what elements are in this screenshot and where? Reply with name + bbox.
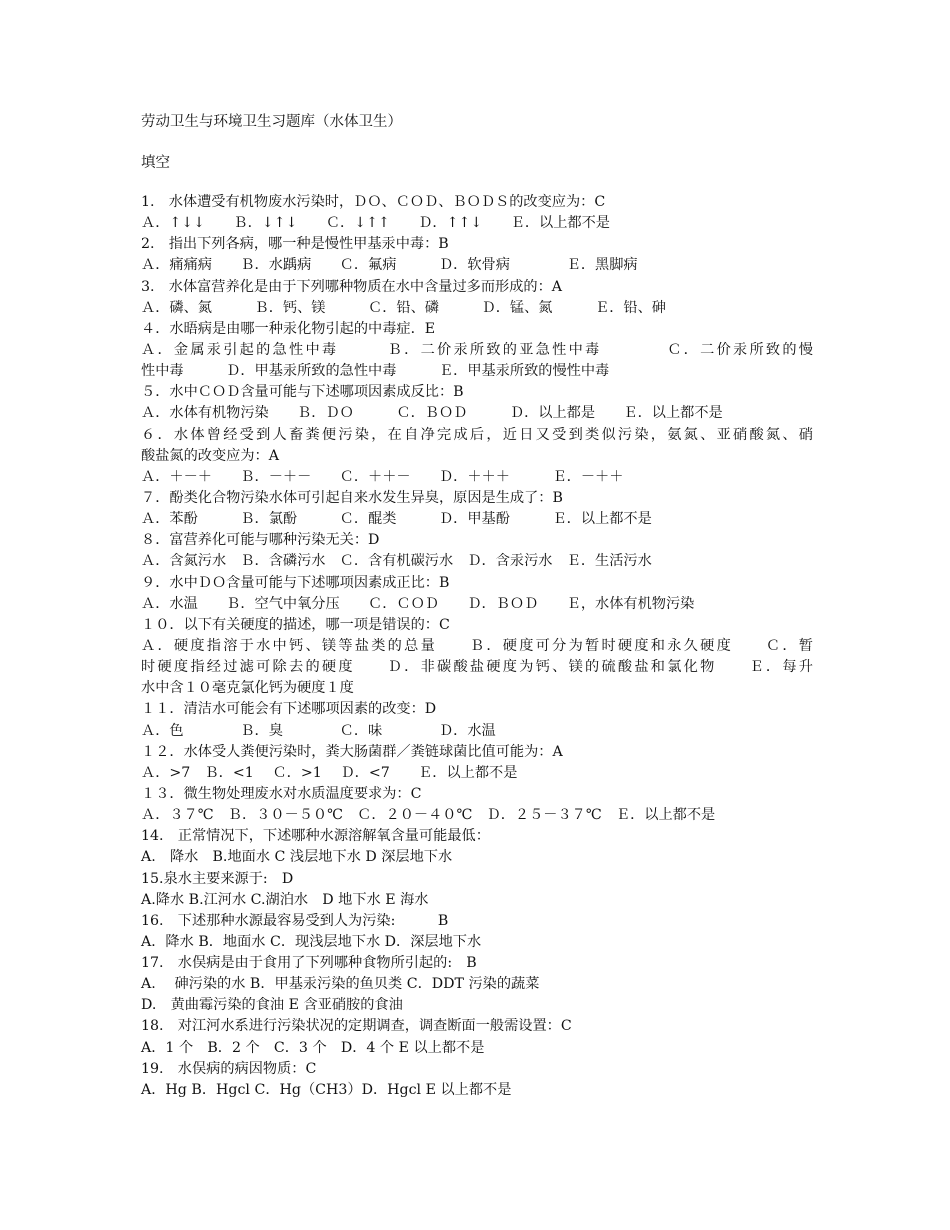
text-line: 酸盐氮的改变应为：A [141, 447, 279, 464]
text-line: 2. 指出下列各病，哪一种是慢性甲基汞中毒：B [141, 236, 449, 253]
text-line: Ａ．↑↓↓ Ｂ．↓↑↓ Ｃ．↓↑↑ Ｄ．↑↑↓ Ｅ．以上都不是 [141, 215, 610, 232]
text-line: 15.泉水主要来源于: D [141, 870, 294, 887]
text-line: １１．清洁水可能会有下述哪项因素的改变：D [141, 701, 437, 718]
text-line: D. 黄曲霉污染的食油 E 含亚硝胺的食油 [141, 997, 403, 1014]
text-line: ９．水中ＤＯ含量可能与下述哪项因素成正比：B [141, 574, 450, 591]
text-line: Ａ．水温 Ｂ．空气中氧分压 Ｃ．ＣＯＤ Ｄ．ＢＯＤ Ｅ，水体有机物污染 [141, 595, 695, 612]
text-line: Ａ．硬度指溶于水中钙、镁等盐类的总量 Ｂ．硬度可分为暂时硬度和永久硬度 Ｃ．暂 [141, 637, 813, 654]
text-line: １３．微生物处理废水对水质温度要求为：C [141, 785, 422, 802]
text-line: 19. 水俣病的病因物质：C [141, 1060, 317, 1077]
text-line: 3. 水体富营养化是由于下列哪种物质在水中含量过多而形成的：A [141, 278, 563, 295]
document-title: 劳动卫生与环境卫生习题库（水体卫生） [141, 114, 402, 130]
text-line: A．1 个 B．2 个 C．3 个 D．4 个 E 以上都不是 [141, 1039, 485, 1056]
text-line: ６．水体曾经受到人畜粪便污染，在自净完成后，近日又受到类似污染，氨氮、亚硝酸氮、硝 [141, 426, 813, 443]
text-line: ５．水中ＣＯＤ含量可能与下述哪项因素成反比：B [141, 384, 464, 401]
text-line: A. 降水 B.地面水 C 浅层地下水 D 深层地下水 [141, 849, 453, 866]
text-line: Ａ．磷、氮 Ｂ．钙、镁 Ｃ．铅、磷 Ｄ．锰、氮 Ｅ．铅、砷 [141, 299, 666, 316]
text-line: １０．以下有关硬度的描述，哪一项是错误的：C [141, 616, 450, 633]
text-line: Ａ．含氮污水 Ｂ．含磷污水 Ｃ．含有机碳污水 Ｄ．含汞污水 Ｅ．生活污水 [141, 553, 652, 570]
text-line: A．降水 B．地面水 C．现浅层地下水 D．深层地下水 [141, 933, 482, 950]
text-line: 18. 对江河水系进行污染状况的定期调查，调查断面一般需设置：C [141, 1018, 572, 1035]
text-line: 性中毒 Ｄ．甲基汞所致的急性中毒 Ｅ．甲基汞所致的慢性中毒 [141, 363, 610, 380]
text-line: Ａ．水体有机物污染 Ｂ．ＤＯ Ｃ．ＢＯＤ Ｄ．以上都是 Ｅ．以上都不是 [141, 405, 723, 422]
text-line: Ａ．＋－＋ Ｂ．－＋－ Ｃ．＋＋－ Ｄ．＋＋＋ Ｅ．－＋＋ [141, 468, 624, 485]
text-line: Ａ．金属汞引起的急性中毒 Ｂ．二价汞所致的亚急性中毒 Ｃ．二价汞所致的慢 [141, 341, 813, 358]
text-line: Ａ．>7 Ｂ．<1 Ｃ．>1 Ｄ．<7 Ｅ．以上都不是 [141, 764, 518, 781]
text-line: A.降水 B.江河水 C.湖泊水 D 地下水 E 海水 [141, 891, 429, 908]
text-line: ８．富营养化可能与哪种污染无关：D [141, 532, 380, 549]
text-line: １２．水体受人粪便污染时，粪大肠菌群／粪链球菌比值可能为：A [141, 743, 563, 760]
text-line: Ａ．３７℃ Ｂ．３０－５０℃ Ｃ．２０－４０℃ Ｄ．２５－３７℃ Ｅ．以上都不是 [141, 807, 716, 824]
text-line: A．Hg B．Hgcl C．Hg（CH3）D．Hgcl E 以上都不是 [141, 1081, 512, 1098]
text-line: Ａ．色 Ｂ．臭 Ｃ．味 Ｄ．水温 [141, 722, 496, 739]
text-line: ７．酚类化合物污染水体可引起自来水发生异臭，原因是生成了：B [141, 489, 563, 506]
text-line: 14. 正常情况下，下述哪种水源溶解氧含量可能最低： [141, 828, 490, 845]
text-line: Ａ．痛痛病 Ｂ．水踽病 Ｃ．氟病 Ｄ．软骨病 Ｅ．黑脚病 [141, 257, 638, 274]
text-line: ４．水晤病是由哪一种汞化物引起的中毒症．E [141, 320, 436, 337]
text-line: A. 砷污染的水 B．甲基汞污染的鱼贝类 C．DDT 污染的蔬菜 [141, 976, 540, 993]
text-line: 水中含１０毫克氯化钙为硬度１度 [141, 680, 354, 697]
text-line: 17. 水俣病是由于食用了下列哪种食物所引起的: B [141, 955, 477, 972]
question-list [141, 192, 813, 1101]
text-line: 1. 水体遭受有机物废水污染时，ＤＯ、ＣＯＤ、ＢＯＤＳ的改变应为：C [141, 194, 606, 210]
section-heading: 填空 [141, 155, 170, 171]
text-line: 16. 下述那种水源最容易受到人为污染: B [141, 912, 449, 929]
text-line: Ａ．苯酚 Ｂ．氯酚 Ｃ．醌类 Ｄ．甲基酚 Ｅ．以上都不是 [141, 511, 652, 528]
text-line: 时硬度指经过滤可除去的硬度 Ｄ．非碳酸盐硬度为钙、镁的硫酸盐和氯化物 Ｅ．每升 [141, 659, 813, 676]
